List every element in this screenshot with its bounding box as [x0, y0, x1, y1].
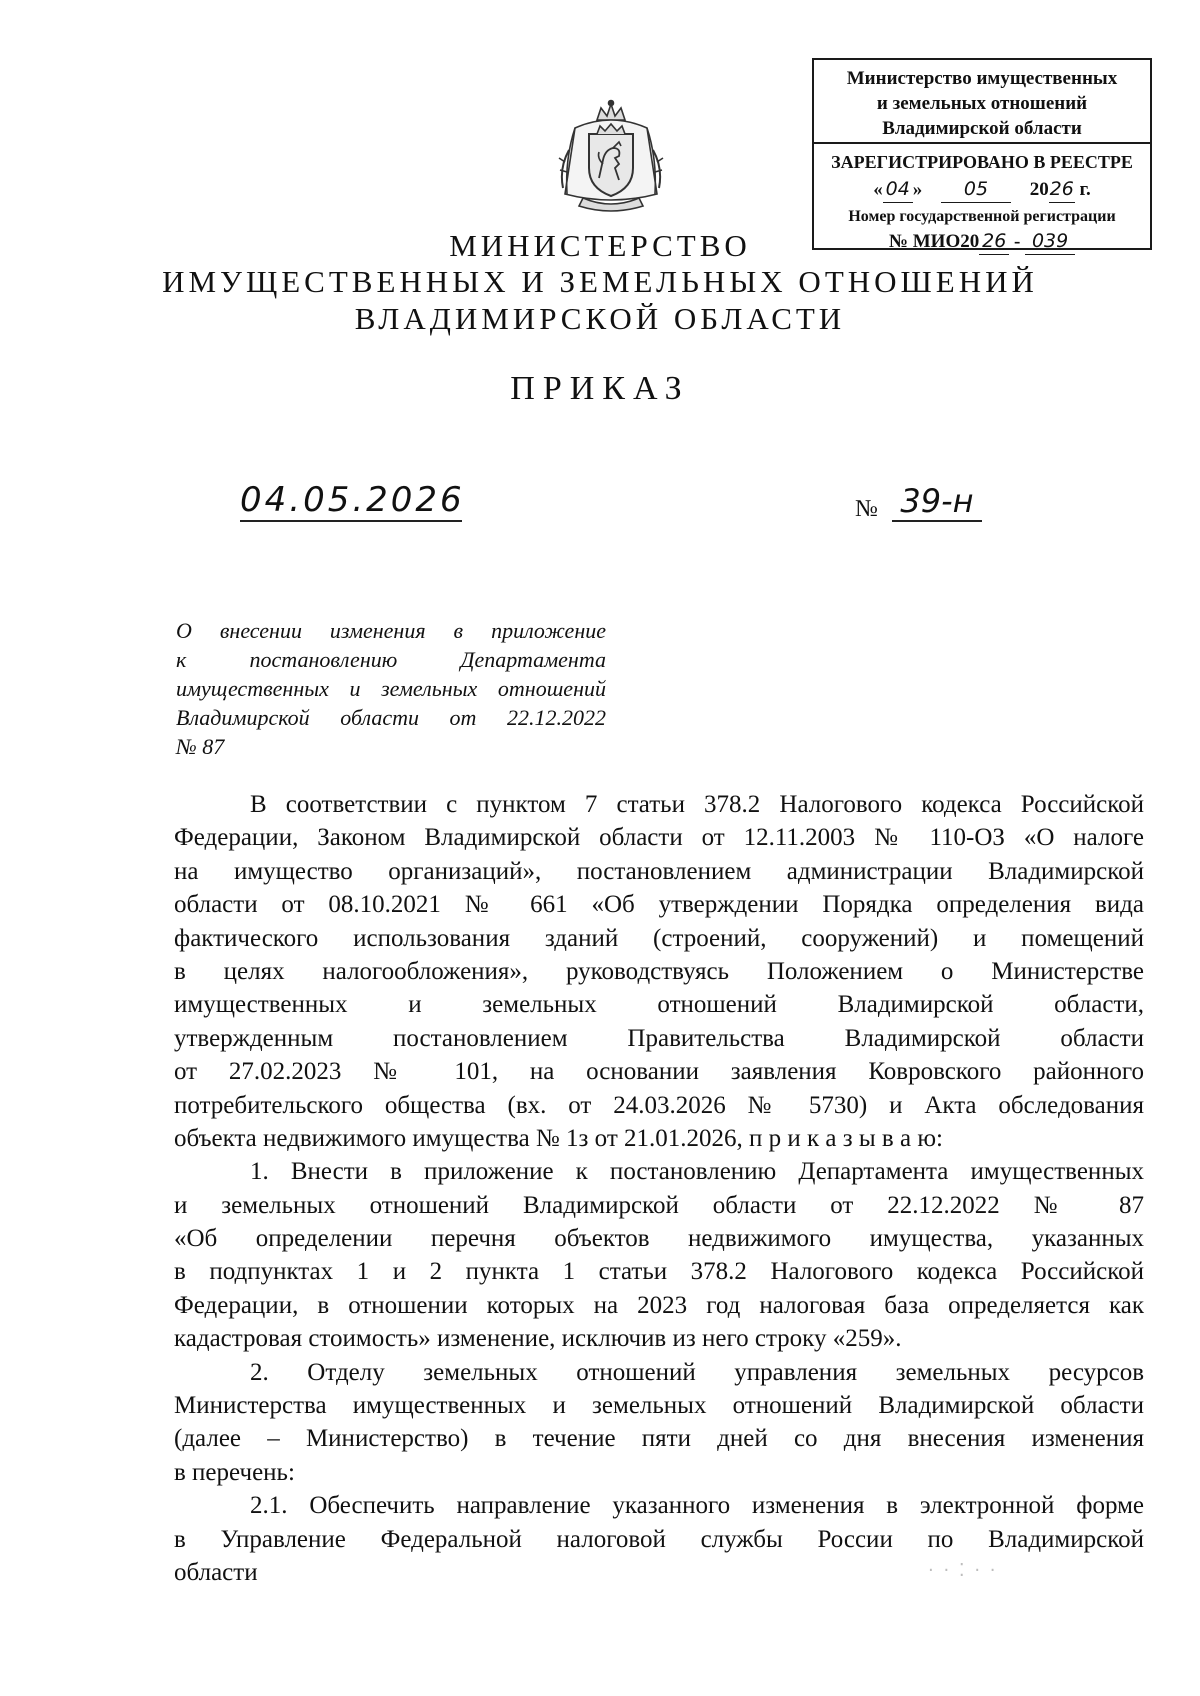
order-body — [174, 788, 1144, 1589]
stamp-reg-number-label: Номер государственной регистрации — [848, 208, 1116, 225]
stamp-registered-label: ЗАРЕГИСТРИРОВАНО В РЕЕСТРЕ — [831, 152, 1133, 172]
body-line: потребительского общества (вх. от 24.03.2026 № 5730) и Акта обследования — [174, 1091, 1144, 1119]
stamp-organization — [814, 60, 1150, 144]
scan-smudge: · · ⁚ · · — [928, 1560, 998, 1581]
body-line: кадастровая стоимость» изменение, исключив из него строку «259». — [174, 1325, 902, 1353]
registration-stamp — [812, 58, 1152, 250]
order-subject — [176, 616, 606, 761]
body-line: в перечень: — [174, 1458, 295, 1486]
body-line: от 27.02.2023 № 101, на основании заявления Ковровского районного — [174, 1058, 1144, 1086]
number-sign: № — [855, 496, 878, 522]
body-line: 2.1. Обеспечить направление указанного изменения в электронной форме — [250, 1492, 1144, 1520]
stamp-org-line: Владимирской области — [882, 118, 1082, 139]
stamp-reg-dash: - — [1014, 231, 1021, 252]
ministry-title-line: ВЛАДИМИРСКОЙ ОБЛАСТИ — [354, 301, 846, 336]
body-line: Федерации, Законом Владимирской области от 12.11.2003 № 110-ОЗ «О налоге — [174, 824, 1144, 852]
stamp-month: 05 — [941, 177, 1011, 203]
subject-line: О внесении изменения в приложение — [176, 618, 606, 643]
body-line: на имущество организаций», постановлением администрации Владимирской — [174, 857, 1144, 885]
body-line: 1. Внести в приложение к постановлению Департамента имущественных — [250, 1158, 1144, 1186]
body-line: в Управление Федеральной налоговой службы России по Владимирской — [174, 1525, 1144, 1553]
stamp-reg-value: 039 — [1025, 229, 1075, 255]
coat-of-arms-icon — [553, 98, 669, 216]
document-type-title: ПРИКАЗ — [510, 370, 690, 407]
stamp-org-line: и земельных отношений — [876, 93, 1088, 114]
body-line: утвержденным постановлением Правительства Владимирской области — [174, 1024, 1144, 1052]
stamp-year-suffix: 26 — [1049, 177, 1075, 203]
stamp-quote-open: « — [873, 179, 883, 200]
stamp-quote-close: » — [912, 179, 923, 200]
subject-line: к постановлению Департамента — [176, 647, 606, 672]
ministry-title-line: ИМУЩЕСТВЕННЫХ И ЗЕМЕЛЬНЫХ ОТНОШЕНИЙ — [162, 264, 1038, 299]
body-line: области — [174, 1558, 258, 1586]
stamp-reg-prefix: № МИО20 — [888, 231, 980, 252]
body-line: (далее – Министерство) в течение пяти дней со дня внесения изменения — [174, 1425, 1144, 1453]
stamp-year-unit: г. — [1079, 179, 1091, 200]
stamp-date — [814, 177, 1150, 203]
body-line: в целях налогообложения», руководствуясь Положением о Министерстве — [174, 957, 1144, 985]
subject-line: имущественных и земельных отношений — [176, 676, 606, 701]
body-line: и земельных отношений Владимирской области от 22.12.2022 № 87 — [174, 1191, 1144, 1219]
order-date: 04.05.2026 — [240, 480, 465, 520]
body-line: Федерации, в отношении которых на 2023 год налоговая база определяется как — [174, 1291, 1144, 1319]
body-line: В соответствии с пунктом 7 статьи 378.2 Налогового кодекса Российской — [250, 791, 1144, 818]
body-line: Министерства имущественных и земельных отношений Владимирской области — [174, 1392, 1144, 1420]
body-line: в подпунктах 1 и 2 пункта 1 статьи 378.2 Налогового кодекса Российской — [174, 1258, 1144, 1286]
order-number: 39-н — [892, 482, 982, 522]
subject-line: № 87 — [176, 734, 225, 759]
stamp-year-prefix: 20 — [1029, 179, 1049, 200]
body-line: области от 08.10.2021 № 661 «Об утверждении Порядка определения вида — [174, 891, 1144, 919]
body-line: имущественных и земельных отношений Владимирской области, — [174, 991, 1144, 1019]
body-line: объекта недвижимого имущества № 1з от 21.01.2026, п р и к а з ы в а ю: — [174, 1124, 943, 1152]
stamp-day: 04 — [883, 177, 913, 203]
body-line: «Об определении перечня объектов недвижимого имущества, указанных — [174, 1225, 1144, 1253]
ministry-title-line: МИНИСТЕРСТВО — [449, 228, 751, 263]
stamp-reg-year: 26 — [979, 229, 1009, 255]
body-line: фактического использования зданий (строений, сооружений) и помещений — [174, 924, 1144, 952]
stamp-org-line: Министерство имущественных — [846, 68, 1118, 89]
body-line: 2. Отделу земельных отношений управления земельных ресурсов — [250, 1358, 1144, 1386]
subject-line: Владимирской области от 22.12.2022 — [176, 705, 606, 730]
